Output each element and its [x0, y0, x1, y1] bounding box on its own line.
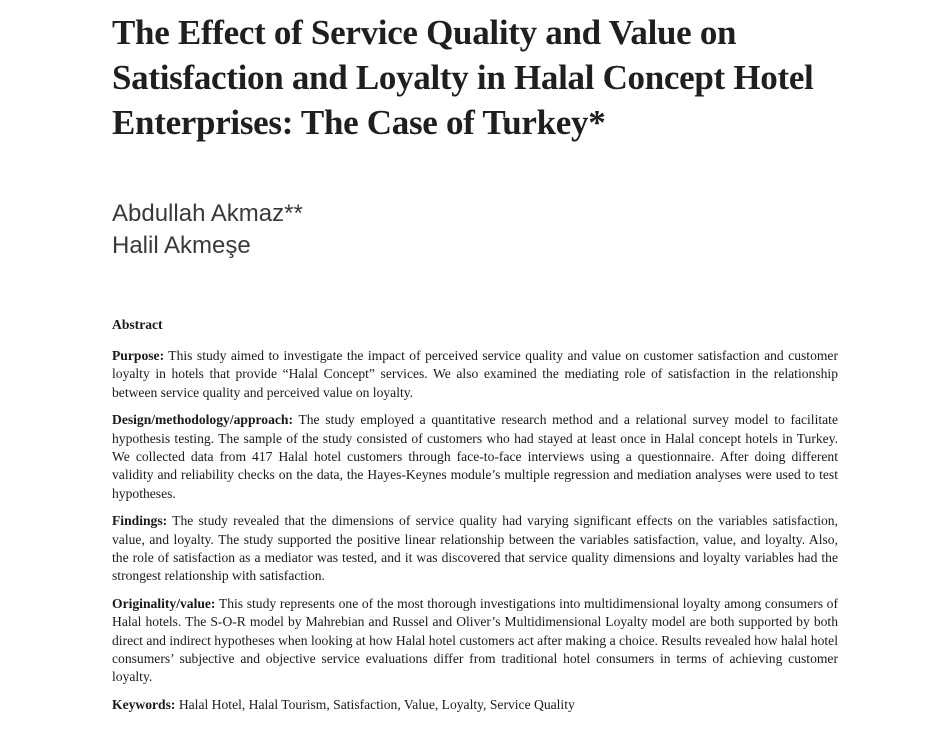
section-label: Findings: — [112, 513, 168, 529]
title-line: Enterprises: The Case of Turkey* — [112, 103, 606, 142]
abstract-design — [112, 411, 838, 502]
abstract-originality — [112, 595, 838, 686]
author-name: Abdullah Akmaz** — [112, 200, 303, 227]
keywords-line — [112, 696, 838, 714]
abstract-heading: Abstract — [112, 317, 163, 332]
abstract-block — [112, 316, 838, 714]
keywords-text: Halal Hotel, Halal Tourism, Satisfaction, Value, Loyalty, Service Quality — [175, 697, 575, 713]
section-text: This study aimed to investigate the impact of perceived service quality and value on customer satisfaction and customer loyalty in hotels that provide “Halal Concept” services. We also examined the mediating role of satisfaction in the relationship between service quality and perceived value on loyalty. — [112, 348, 838, 400]
abstract-purpose — [112, 347, 838, 402]
keywords-label: Keywords: — [112, 697, 176, 713]
title-line: The Effect of Service Quality and Value on — [112, 13, 737, 52]
section-text: This study represents one of the most thorough investigations into multidimensional loyalty among consumers of Halal hotels. The S-O-R model by Mahrebian and Russel and Oliver’s Multidimensional Loyalty model are both supported by both direct and indirect hypotheses when looking at how Halal hotel customers act after making a choice. Results revealed how halal hotel consumers’ subjective and objective service evaluations differ from traditional hotel consumers in terms of achieving customer loyalty. — [112, 596, 838, 685]
paper-title — [112, 10, 872, 145]
section-label: Originality/value: — [112, 596, 216, 612]
title-line: Satisfaction and Loyalty in Halal Concept Hotel — [112, 58, 814, 97]
author-name: Halil Akmeşe — [112, 232, 251, 259]
author-list — [112, 198, 303, 262]
section-text: The study employed a quantitative research method and a relational survey model to facilitate hypothesis testing. The sample of the study consisted of customers who had stayed at least once in Halal concept hotels in Turkey. We collected data from 417 Halal hotel customers through face-to-face interviews using a questionnaire. After doing different validity and reliability checks on the data, the Hayes-Keynes module’s multiple regression and mediation analyses were used to test hypotheses. — [112, 412, 838, 501]
section-text: The study revealed that the dimensions of service quality had varying significant effects on the variables satisfaction, value, and loyalty. The study supported the positive linear relationship between the variables satisfaction, value, and loyalty. Also, the role of satisfaction as a mediator was tested, and it was discovered that service quality dimensions and loyalty variables had the strongest relationship with satisfaction. — [112, 513, 838, 584]
section-label: Design/methodology/approach: — [112, 412, 294, 428]
section-label: Purpose: — [112, 348, 165, 363]
abstract-findings — [112, 512, 838, 585]
